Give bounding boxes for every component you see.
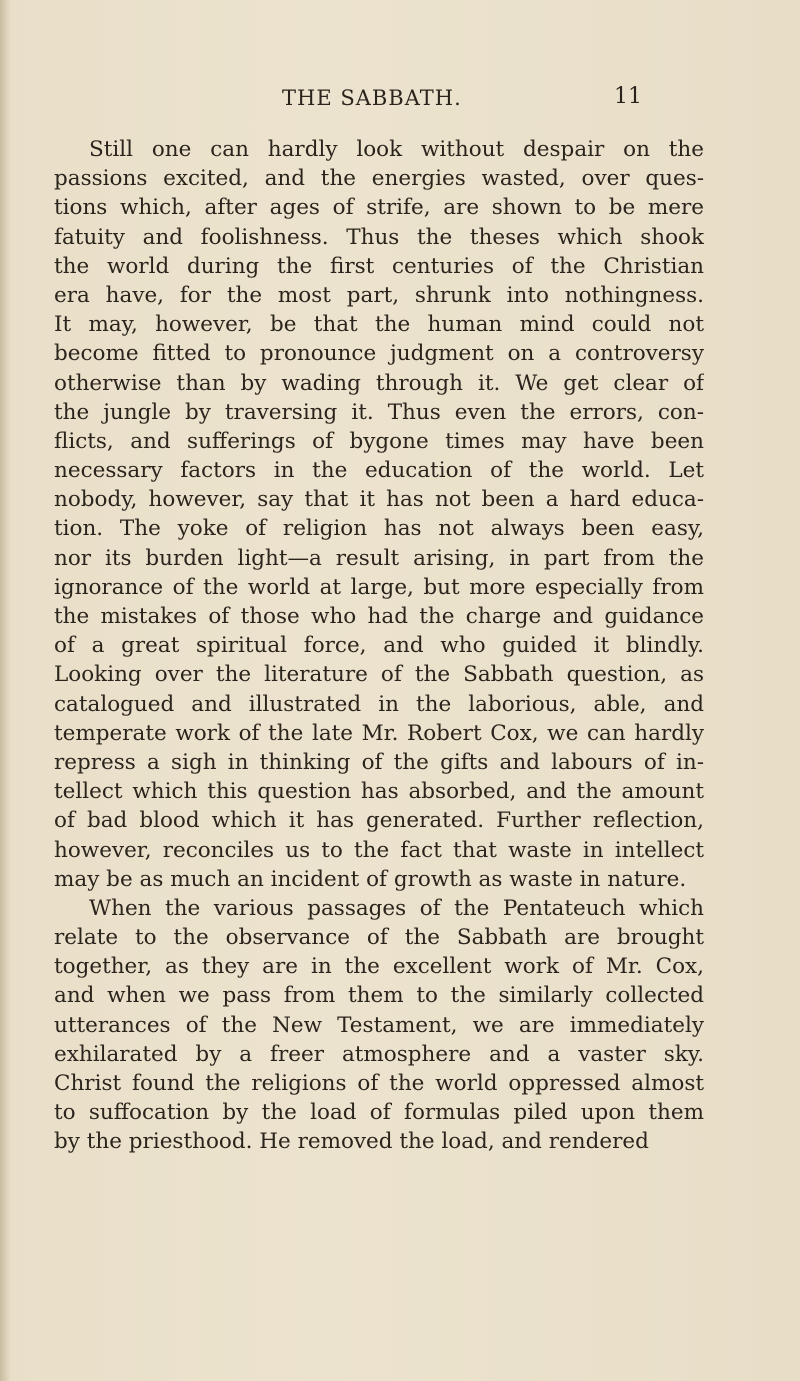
text-line: fatuity and foolishness. Thus the theses which shook bbox=[54, 224, 704, 250]
page-header bbox=[0, 86, 800, 116]
page-number: 11 bbox=[614, 84, 642, 109]
text-line: ignorance of the world at large, but more especially from bbox=[54, 574, 704, 600]
text-line: of bad blood which it has generated. Further reflection, bbox=[54, 808, 704, 834]
text-line: tion. The yoke of religion has not always been easy, bbox=[54, 516, 704, 542]
text-line: of a great spiritual force, and who guided it blindly. bbox=[54, 633, 704, 659]
text-line: tellect which this question has absorbed, and the amount bbox=[54, 779, 704, 805]
text-line: nobody, however, say that it has not been a hard educa- bbox=[54, 487, 704, 513]
text-line: catalogued and illustrated in the laborious, able, and bbox=[54, 691, 704, 717]
text-line: and when we pass from them to the similarly collected bbox=[54, 983, 704, 1009]
text-line: exhilarated by a freer atmosphere and a vaster sky. bbox=[54, 1041, 704, 1067]
text-line: Still one can hardly look without despair on the bbox=[89, 137, 704, 162]
running-head: THE SABBATH. bbox=[282, 86, 462, 110]
text-line: the mistakes of those who had the charge and guidance bbox=[54, 604, 704, 629]
text-line: the jungle by traversing it. Thus even the errors, con- bbox=[54, 399, 704, 425]
text-line: by the priesthood. He removed the load, and rendered bbox=[54, 1129, 649, 1155]
text-line: flicts, and sufferings of bygone times may have been bbox=[54, 428, 704, 454]
body-text bbox=[54, 135, 704, 1157]
text-line: relate to the observance of the Sabbath are brought bbox=[54, 925, 704, 951]
text-line: nor its burden light—a result arising, in part from the bbox=[54, 545, 704, 571]
page-binding-edge bbox=[0, 0, 10, 1381]
text-line: become fitted to pronounce judgment on a controversy bbox=[54, 341, 704, 367]
text-line: tions which, after ages of strife, are shown to be mere bbox=[54, 195, 704, 221]
text-line: Christ found the religions of the world oppressed almost bbox=[54, 1071, 704, 1096]
text-line: necessary factors in the education of the world. Let bbox=[54, 458, 704, 484]
text-line: It may, however, be that the human mind could not bbox=[54, 312, 704, 338]
text-line: otherwise than by wading through it. We get clear of bbox=[54, 370, 704, 396]
text-line: utterances of the New Testament, we are immediately bbox=[54, 1012, 704, 1038]
text-line: together, as they are in the excellent work of Mr. Cox, bbox=[54, 954, 704, 980]
text-line: to suffocation by the load of formulas piled upon them bbox=[54, 1100, 704, 1126]
text-line: the world during the first centuries of the Christian bbox=[54, 253, 704, 279]
text-line: Looking over the literature of the Sabbath question, as bbox=[54, 662, 704, 688]
text-line: repress a sigh in thinking of the gifts and labours of in- bbox=[54, 749, 704, 775]
text-line: era have, for the most part, shrunk into nothingness. bbox=[54, 282, 704, 308]
text-line: When the various passages of the Pentateuch which bbox=[89, 895, 704, 921]
text-line: however, reconciles us to the fact that waste in intellect bbox=[54, 837, 704, 863]
text-line: temperate work of the late Mr. Robert Cox, we can hardly bbox=[54, 720, 704, 746]
text-line: passions excited, and the energies wasted, over ques- bbox=[54, 166, 704, 192]
text-line: may be as much an incident of growth as waste in nature. bbox=[54, 866, 687, 892]
